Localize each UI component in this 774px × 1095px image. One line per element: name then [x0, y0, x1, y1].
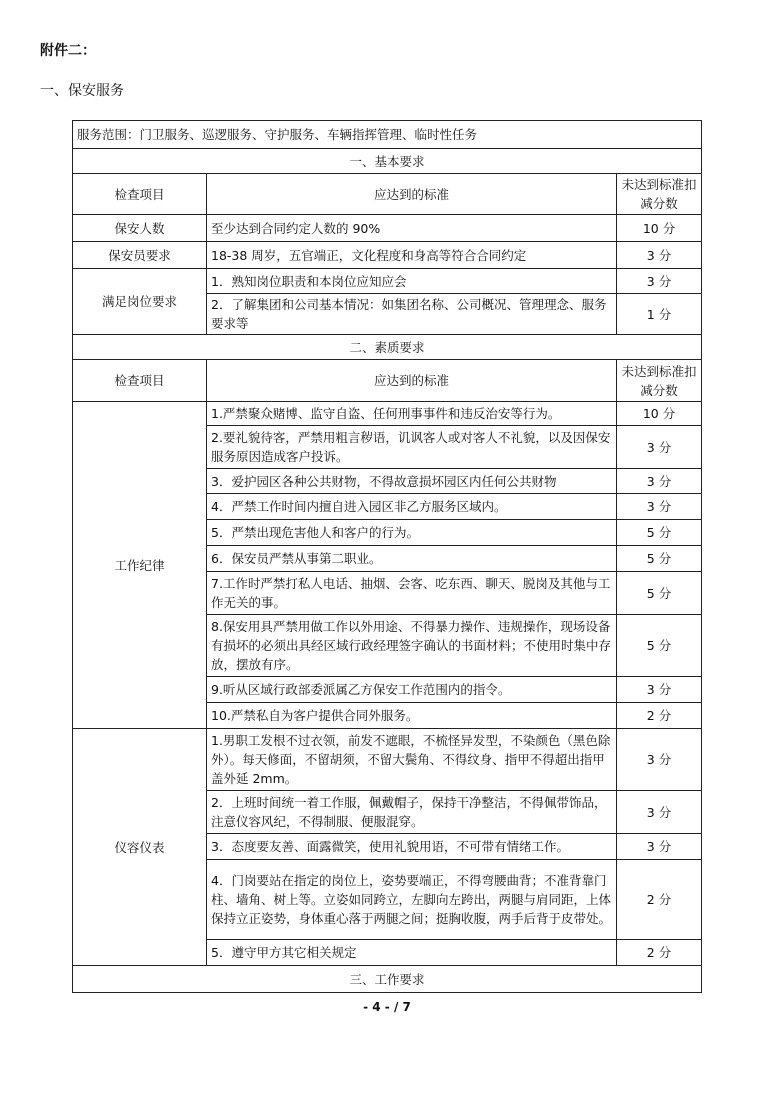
table-row: [73, 242, 702, 269]
standard-cell: 2．了解集团和公司基本情况：如集团名称、公司概况、管理理念、服务要求等: [207, 294, 617, 335]
standard-cell: 1．熟知岗位职责和本岗位应知应会: [207, 269, 617, 294]
standard-cell: 4．门岗要站在指定的岗位上，姿势要端正，不得弯腰曲背；不准背靠门柱、墙角、树上等。立姿如同跨立，左脚向左跨出，两腿与肩同距，上体保持立正姿势，身体重心落于两腿之间；挺胸收腹，两手后背于皮带处。: [207, 860, 617, 940]
standard-cell: 10.严禁私自为客户提供合同外服务。: [207, 703, 617, 729]
standard-cell: 3．爱护园区各种公共财物，不得故意损坏园区内任何公共财物: [207, 469, 617, 494]
header-deduct: 未达到标准扣减分数: [617, 174, 702, 215]
standard-cell: 2.要礼貌待客，严禁用粗言秽语，讥讽客人或对客人不礼貌，以及因保安服务原因造成客户投诉。: [207, 426, 617, 469]
part-header-row: [73, 335, 702, 360]
table-row: [73, 729, 702, 791]
item-cell: 仪容仪表: [73, 729, 207, 966]
header-standard: 应达到的标准: [207, 360, 617, 402]
deduct-cell: 5 分: [617, 546, 702, 572]
deduct-cell: 10 分: [617, 215, 702, 242]
deduct-cell: 2 分: [617, 940, 702, 966]
column-header-row: [73, 174, 702, 215]
section-title: 一、保安服务: [40, 83, 124, 99]
part1-title: 一、基本要求: [73, 149, 702, 174]
deduct-cell: 3 分: [617, 834, 702, 860]
deduct-cell: 1 分: [617, 294, 702, 335]
standard-cell: 7.工作时严禁打私人电话、抽烟、会客、吃东西、聊天、脱岗及其他与工作无关的事。: [207, 572, 617, 615]
standard-cell: 9.听从区域行政部委派属乙方保安工作范围内的指令。: [207, 677, 617, 703]
column-header-row: [73, 360, 702, 402]
deduct-cell: 5 分: [617, 520, 702, 546]
part2-title: 二、素质要求: [73, 335, 702, 360]
standard-cell: 5．严禁出现危害他人和客户的行为。: [207, 520, 617, 546]
standard-cell: 1.男职工发根不过衣领，前发不遮眼，不梳怪异发型，不染颜色（黑色除外）。每天修面，不留胡须，不留大鬓角、不得纹身、指甲不得超出指甲盖外延 2mm。: [207, 729, 617, 791]
deduct-cell: 3 分: [617, 791, 702, 834]
standard-cell: 5．遵守甲方其它相关规定: [207, 940, 617, 966]
header-item: 检查项目: [73, 360, 207, 402]
item-cell: 保安人数: [73, 215, 207, 242]
standard-cell: 3．态度要友善、面露微笑，使用礼貌用语，不可带有情绪工作。: [207, 834, 617, 860]
item-cell: 保安员要求: [73, 242, 207, 269]
service-scope: 服务范围：门卫服务、巡逻服务、守护服务、车辆指挥管理、临时性任务: [73, 121, 702, 149]
deduct-cell: 5 分: [617, 615, 702, 677]
standard-cell: 2．上班时间统一着工作服，佩戴帽子，保持干净整洁，不得佩带饰品，注意仪容风纪，不得制服、便服混穿。: [207, 791, 617, 834]
standard-cell: 4．严禁工作时间内擅自进入园区非乙方服务区域内。: [207, 494, 617, 520]
part3-title: 三、工作要求: [73, 966, 702, 993]
deduct-cell: 3 分: [617, 242, 702, 269]
header-standard: 应达到的标准: [207, 174, 617, 215]
standard-cell: 6．保安员严禁从事第二职业。: [207, 546, 617, 572]
standard-cell: 1.严禁聚众赌博、监守自盗、任何刑事事件和违反治安等行为。: [207, 402, 617, 426]
part-header-row: [73, 149, 702, 174]
deduct-cell: 3 分: [617, 729, 702, 791]
part-header-row: [73, 966, 702, 993]
deduct-cell: 3 分: [617, 269, 702, 294]
table-row: [73, 215, 702, 242]
header-item: 检查项目: [73, 174, 207, 215]
item-cell: 工作纪律: [73, 402, 207, 729]
page-number: - 4 - / 7: [363, 1000, 411, 1014]
table-row: [73, 402, 702, 426]
standard-cell: 8.保安用具严禁用做工作以外用途、不得暴力操作、违规操作，现场设备有损坏的必须出具经区域行政经理签字确认的书面材料；不使用时集中存放，摆放有序。: [207, 615, 617, 677]
table-row: [73, 269, 702, 294]
deduct-cell: 10 分: [617, 402, 702, 426]
header-deduct: 未达到标准扣减分数: [617, 360, 702, 402]
service-standard-table: [72, 120, 702, 993]
item-cell: 满足岗位要求: [73, 269, 207, 335]
deduct-cell: 5 分: [617, 572, 702, 615]
deduct-cell: 2 分: [617, 860, 702, 940]
attachment-label: 附件二：: [40, 43, 96, 59]
deduct-cell: 3 分: [617, 469, 702, 494]
deduct-cell: 3 分: [617, 426, 702, 469]
deduct-cell: 3 分: [617, 677, 702, 703]
deduct-cell: 3 分: [617, 494, 702, 520]
standard-cell: 至少达到合同约定人数的 90%: [207, 215, 617, 242]
scope-row: [73, 121, 702, 149]
standard-cell: 18-38 周岁，五官端正，文化程度和身高等符合合同约定: [207, 242, 617, 269]
deduct-cell: 2 分: [617, 703, 702, 729]
